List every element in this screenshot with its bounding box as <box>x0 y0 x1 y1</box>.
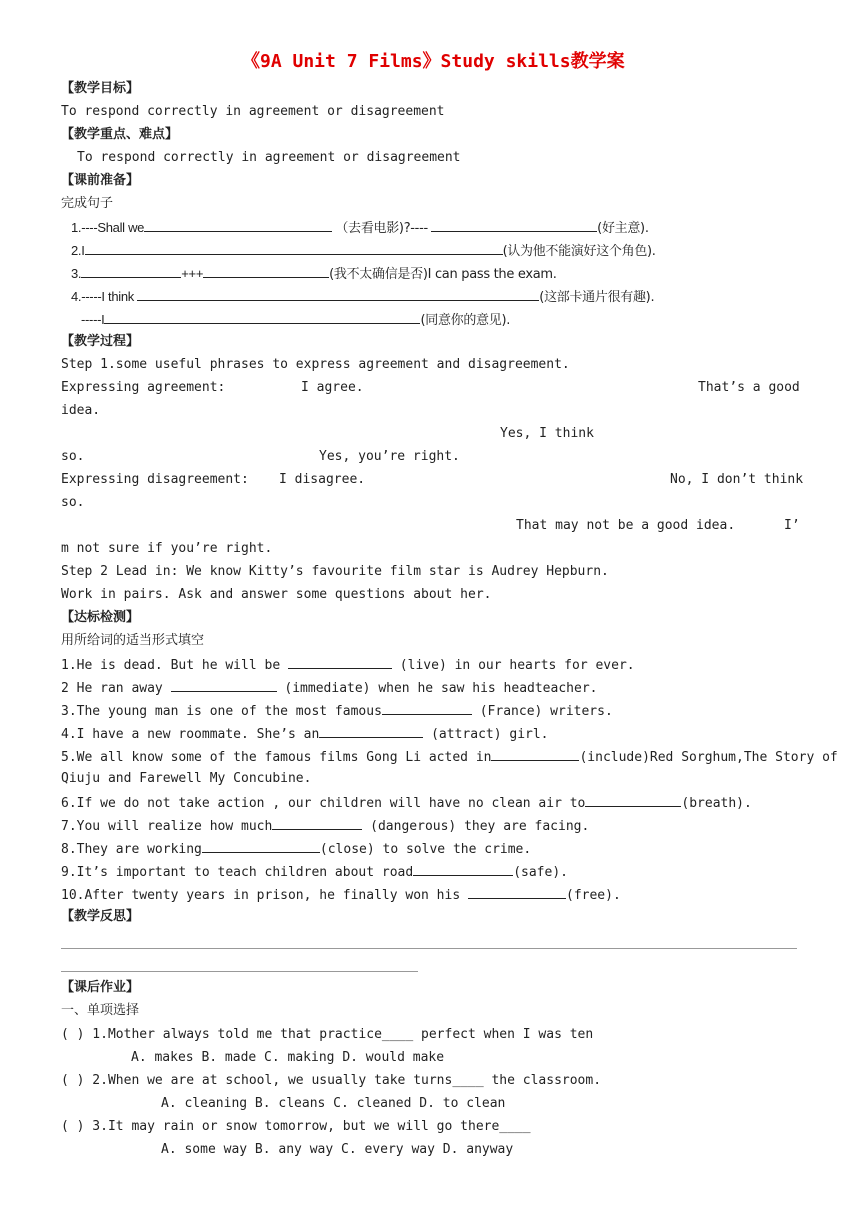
blank <box>104 311 420 324</box>
item-hint: (include)Red Sorghum,The Story of <box>579 750 838 765</box>
exercise-item-6 <box>61 794 752 812</box>
blank <box>137 288 539 301</box>
exercise-item-3 <box>61 702 613 720</box>
prep-s3-plus: +++ <box>181 266 204 281</box>
objective-text: To respond correctly in agreement or disagreement <box>61 104 445 119</box>
agree-phrase-3: Yes, I think <box>500 426 594 441</box>
item-hint: (free). <box>566 888 621 903</box>
section-objectives: 【教学目标】 <box>61 81 140 96</box>
exercise-item-5 <box>61 748 838 766</box>
step2-text: Step 2 Lead in: We know Kitty’s favourite film star is Audrey Hepburn. <box>61 564 609 579</box>
question-3: ( ) 3.It may rain or snow tomorrow, but we will go there____ <box>61 1119 531 1134</box>
item-text: 6.If we do not take action , our children will have no clean air to <box>61 796 586 811</box>
blank <box>202 840 320 853</box>
blank <box>81 265 181 278</box>
section-homework: 【课后作业】 <box>61 980 140 995</box>
prep-s3-start: 3. <box>71 266 82 281</box>
step1-text: Step 1.some useful phrases to express agreement and disagreement. <box>61 357 570 372</box>
key-point-text: To respond correctly in agreement or disagreement <box>77 150 461 165</box>
item-hint: (attract) girl. <box>423 727 549 742</box>
prep-s3-end: (我不太确信是否)I can pass the exam. <box>329 267 557 282</box>
question-2-options: A. cleaning B. cleans C. cleaned D. to clean <box>161 1096 506 1111</box>
blank <box>382 702 472 715</box>
exercise-item-2 <box>61 679 597 697</box>
question-1: ( ) 1.Mother always told me that practice____ perfect when I was ten <box>61 1027 594 1042</box>
prep-s1-start: 1.----Shall we <box>71 220 145 235</box>
item-text: 8.They are working <box>61 842 202 857</box>
item-text: 10.After twenty years in prison, he finally won his <box>61 888 468 903</box>
prep-s4-start: 4.-----I think <box>71 289 134 304</box>
item-text: 1.He is dead. But he will be <box>61 658 288 673</box>
item-text: 4.I have a new roommate. She’s an <box>61 727 320 742</box>
blank <box>585 794 681 807</box>
exercise-item-4 <box>61 725 549 743</box>
item-hint: (dangerous) they are facing. <box>362 819 590 834</box>
disagree-phrase-2-cont: so. <box>61 495 85 510</box>
question-3-options: A. some way B. any way C. every way D. anyway <box>161 1142 514 1157</box>
prep-sentence-2 <box>71 242 656 260</box>
blank <box>203 265 329 278</box>
agree-label: Expressing agreement: <box>61 380 226 395</box>
step2-text-cont: Work in pairs. Ask and answer some questions about her. <box>61 587 492 602</box>
prep-s2-start: 2.I <box>71 243 85 258</box>
agree-phrase-2-cont: idea. <box>61 403 101 418</box>
question-2: ( ) 2.When we are at school, we usually take turns____ the classroom. <box>61 1073 602 1088</box>
homework-part1: 一、单项选择 <box>61 1003 140 1018</box>
item-hint: (close) to solve the crime. <box>319 842 532 857</box>
prep-s1-end: (好主意). <box>597 221 649 236</box>
prep-sentence-1 <box>71 219 649 237</box>
blank <box>288 656 392 669</box>
agree-phrase-3-cont: so. <box>61 449 85 464</box>
prep-sentence-4 <box>71 288 654 306</box>
disagree-label: Expressing disagreement: <box>61 472 249 487</box>
agree-phrase-2: That’s a good <box>698 380 800 395</box>
item-text: 9.It’s important to teach children about road <box>61 865 414 880</box>
reflection-line-2 <box>61 971 418 972</box>
item-text: 3.The young man is one of the most famous <box>61 704 382 719</box>
item-text: 2 He ran away <box>61 681 171 696</box>
blank <box>144 219 332 232</box>
agree-phrase-1: I agree. <box>301 380 364 395</box>
reflection-line-1 <box>61 948 797 949</box>
prep-sentence-5 <box>81 311 510 329</box>
page-title: 《9A Unit 7 Films》Study skills教学案 <box>242 51 625 72</box>
item-hint: (live) in our hearts for ever. <box>391 658 635 673</box>
blank <box>468 886 566 899</box>
agree-phrase-4: Yes, you’re right. <box>319 449 460 464</box>
prep-sentence-3 <box>71 265 557 283</box>
blank <box>319 725 423 738</box>
prep-heading: 完成句子 <box>61 196 114 211</box>
item-hint: (France) writers. <box>471 704 613 719</box>
question-1-options: A. makes B. made C. making D. would make <box>131 1050 445 1065</box>
item-text: 5.We all know some of the famous films Gong Li acted in <box>61 750 492 765</box>
prep-s5-start: -----I <box>81 312 105 327</box>
section-key-points: 【教学重点、难点】 <box>61 127 179 142</box>
prep-s4-end: (这部卡通片很有趣). <box>539 290 655 305</box>
disagree-phrase-2: No, I don’t think <box>670 472 804 487</box>
exercise-item-7 <box>61 817 589 835</box>
blank <box>413 863 513 876</box>
prep-s1-mid: （去看电影)?---- <box>335 221 428 236</box>
blank <box>491 748 579 761</box>
blank <box>272 817 362 830</box>
disagree-phrase-4-cont: m not sure if you’re right. <box>61 541 273 556</box>
exercise-heading: 用所给词的适当形式填空 <box>61 633 205 648</box>
exercise-item-10 <box>61 886 621 904</box>
section-process: 【教学过程】 <box>61 334 140 349</box>
exercise-item-5-cont: Qiuju and Farewell My Concubine. <box>61 771 312 786</box>
disagree-phrase-4: I’ <box>784 518 800 533</box>
item-hint: (immediate) when he saw his headteacher. <box>276 681 598 696</box>
section-preparation: 【课前准备】 <box>61 173 140 188</box>
exercise-item-8 <box>61 840 531 858</box>
prep-s5-end: (同意你的意见). <box>420 313 511 328</box>
blank <box>431 219 597 232</box>
disagree-phrase-1: I disagree. <box>279 472 366 487</box>
item-hint: (safe). <box>513 865 568 880</box>
prep-s2-end: (认为他不能演好这个角色). <box>502 244 656 259</box>
blank <box>171 679 277 692</box>
section-reflection: 【教学反思】 <box>61 909 140 924</box>
item-hint: (breath). <box>681 796 752 811</box>
exercise-item-1 <box>61 656 635 674</box>
blank <box>85 242 503 255</box>
disagree-phrase-3: That may not be a good idea. <box>516 518 736 533</box>
exercise-item-9 <box>61 863 568 881</box>
section-assessment: 【达标检测】 <box>61 610 140 625</box>
item-text: 7.You will realize how much <box>61 819 273 834</box>
